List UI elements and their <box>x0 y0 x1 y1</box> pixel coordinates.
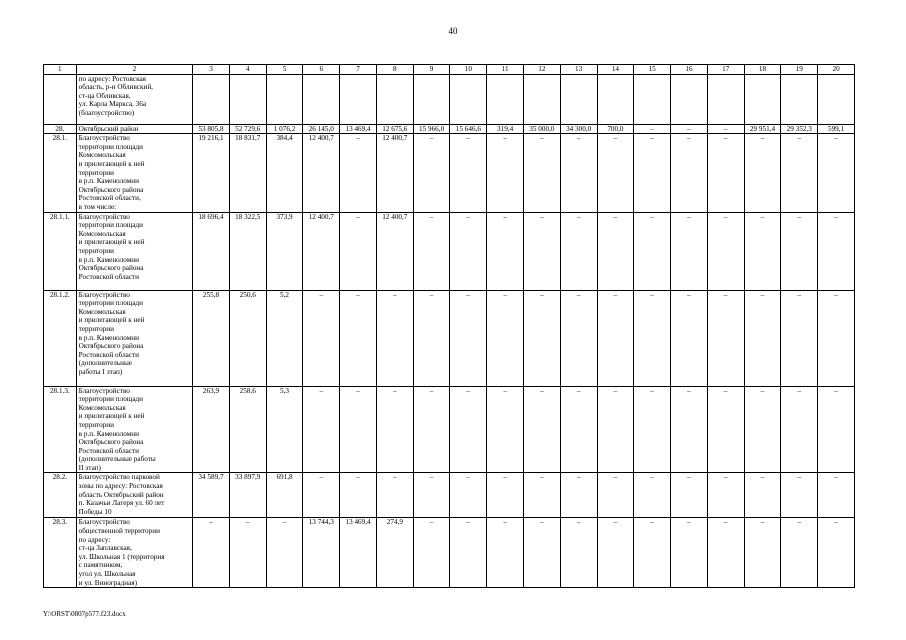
value-cell: 274,9 <box>376 518 413 588</box>
column-number-header: 5 <box>266 65 303 75</box>
value-cell: – <box>560 518 597 588</box>
value-cell: 1 076,2 <box>266 124 303 134</box>
value-cell: – <box>818 212 855 290</box>
value-cell: 53 805,8 <box>193 124 230 134</box>
value-cell <box>744 74 781 124</box>
column-number-header: 9 <box>413 65 450 75</box>
value-cell: – <box>634 134 671 212</box>
value-cell: – <box>818 290 855 386</box>
column-number-header: 3 <box>193 65 230 75</box>
value-cell: – <box>707 212 744 290</box>
value-cell: – <box>487 518 524 588</box>
value-cell: 33 897,9 <box>229 473 266 518</box>
value-cell: – <box>487 290 524 386</box>
value-cell: – <box>671 124 708 134</box>
value-cell: – <box>413 473 450 518</box>
value-cell: – <box>818 518 855 588</box>
value-cell: 18 696,4 <box>193 212 230 290</box>
value-cell: – <box>597 473 634 518</box>
column-number-header: 15 <box>634 65 671 75</box>
value-cell: – <box>413 212 450 290</box>
value-cell: – <box>597 212 634 290</box>
value-cell: 13 469,4 <box>340 124 377 134</box>
value-cell: – <box>781 386 818 473</box>
value-cell: – <box>340 290 377 386</box>
table-header-row <box>44 65 855 75</box>
value-cell: 19 216,1 <box>193 134 230 212</box>
value-cell: – <box>450 290 487 386</box>
value-cell: 5,2 <box>266 290 303 386</box>
value-cell: – <box>340 473 377 518</box>
value-cell: – <box>818 473 855 518</box>
row-id: 28.1.2. <box>44 290 77 386</box>
value-cell: – <box>707 518 744 588</box>
column-number-header: 1 <box>44 65 77 75</box>
value-cell: – <box>229 518 266 588</box>
table-row <box>44 74 855 124</box>
value-cell: 12 400,7 <box>376 212 413 290</box>
row-id: 28.1.1. <box>44 212 77 290</box>
value-cell <box>340 74 377 124</box>
value-cell: – <box>376 290 413 386</box>
value-cell <box>303 74 340 124</box>
value-cell: – <box>524 386 561 473</box>
column-number-header: 19 <box>781 65 818 75</box>
row-name: Благоустройство парковой зоны по адресу: Ростовская область Октябрьский район п. Казачьи Лагеря ул. 60 лет Победы 10 <box>76 473 192 518</box>
value-cell: – <box>413 290 450 386</box>
value-cell <box>450 74 487 124</box>
value-cell: 12 400,7 <box>376 134 413 212</box>
value-cell <box>524 74 561 124</box>
value-cell: 12 400,7 <box>303 134 340 212</box>
value-cell: – <box>450 386 487 473</box>
value-cell <box>413 74 450 124</box>
value-cell: – <box>671 518 708 588</box>
value-cell <box>818 74 855 124</box>
value-cell: – <box>524 518 561 588</box>
value-cell: – <box>707 124 744 134</box>
value-cell: – <box>266 518 303 588</box>
value-cell: 5,3 <box>266 386 303 473</box>
column-number-header: 20 <box>818 65 855 75</box>
value-cell: – <box>744 473 781 518</box>
value-cell: 263,9 <box>193 386 230 473</box>
value-cell <box>266 74 303 124</box>
value-cell: – <box>744 134 781 212</box>
row-id: 28.3. <box>44 518 77 588</box>
value-cell: – <box>634 124 671 134</box>
value-cell: 12 400,7 <box>303 212 340 290</box>
column-number-header: 18 <box>744 65 781 75</box>
value-cell: 384,4 <box>266 134 303 212</box>
value-cell: – <box>744 518 781 588</box>
value-cell <box>671 74 708 124</box>
column-number-header: 2 <box>76 65 192 75</box>
value-cell <box>229 74 266 124</box>
value-cell: – <box>487 134 524 212</box>
value-cell: – <box>707 134 744 212</box>
value-cell: – <box>818 386 855 473</box>
column-number-header: 16 <box>671 65 708 75</box>
value-cell: 15 646,6 <box>450 124 487 134</box>
value-cell: – <box>450 473 487 518</box>
value-cell: – <box>597 518 634 588</box>
value-cell: – <box>193 518 230 588</box>
row-id: 28.1. <box>44 134 77 212</box>
value-cell: 26 145,0 <box>303 124 340 134</box>
row-id <box>44 74 77 124</box>
value-cell: – <box>303 386 340 473</box>
value-cell <box>597 74 634 124</box>
row-name: Благоустройство территории площади Комсомольская и прилегающей к ней территории в р.п. Каменоломни Октябрьского района Ростовской области (дополнительные работы I этап) <box>76 290 192 386</box>
value-cell: 258,6 <box>229 386 266 473</box>
value-cell: – <box>634 518 671 588</box>
column-number-header: 17 <box>707 65 744 75</box>
value-cell: – <box>487 212 524 290</box>
value-cell: – <box>707 473 744 518</box>
value-cell: – <box>744 212 781 290</box>
column-number-header: 12 <box>524 65 561 75</box>
value-cell: – <box>781 290 818 386</box>
value-cell: – <box>524 212 561 290</box>
value-cell: – <box>634 212 671 290</box>
value-cell: – <box>671 290 708 386</box>
value-cell: – <box>524 290 561 386</box>
value-cell: – <box>340 134 377 212</box>
value-cell: 250,6 <box>229 290 266 386</box>
value-cell: 599,1 <box>818 124 855 134</box>
value-cell: – <box>781 473 818 518</box>
value-cell: – <box>560 473 597 518</box>
value-cell: – <box>303 473 340 518</box>
value-cell: – <box>597 386 634 473</box>
value-cell: – <box>818 134 855 212</box>
row-id: 28.1.3. <box>44 386 77 473</box>
column-number-header: 4 <box>229 65 266 75</box>
value-cell: – <box>634 386 671 473</box>
value-cell: – <box>487 473 524 518</box>
column-number-header: 10 <box>450 65 487 75</box>
column-number-header: 11 <box>487 65 524 75</box>
value-cell: – <box>671 134 708 212</box>
value-cell: 319,4 <box>487 124 524 134</box>
value-cell: 34 589,7 <box>193 473 230 518</box>
row-name: Благоустройство общественной территории по адресу: ст-ца Заплавская, ул. Школьная 1 (территория с памятником, угол ул. Школьная и ул. Виноградная) <box>76 518 192 588</box>
value-cell: – <box>560 290 597 386</box>
value-cell <box>193 74 230 124</box>
value-cell <box>487 74 524 124</box>
column-number-header: 6 <box>303 65 340 75</box>
value-cell: – <box>781 212 818 290</box>
value-cell: 52 729,6 <box>229 124 266 134</box>
value-cell: – <box>671 473 708 518</box>
row-name: Благоустройство территории площади Комсомольская и прилегающей к ней территории в р.п. Каменоломни Октябрьского района Ростовской области <box>76 212 192 290</box>
value-cell <box>376 74 413 124</box>
table-row <box>44 518 855 588</box>
value-cell: – <box>413 386 450 473</box>
value-cell: – <box>376 386 413 473</box>
value-cell: 18 322,5 <box>229 212 266 290</box>
value-cell: – <box>450 518 487 588</box>
column-number-header: 13 <box>560 65 597 75</box>
value-cell: 13 744,3 <box>303 518 340 588</box>
row-id: 28. <box>44 124 77 134</box>
value-cell: – <box>781 518 818 588</box>
value-cell: – <box>450 134 487 212</box>
value-cell <box>560 74 597 124</box>
table-row <box>44 290 855 386</box>
value-cell: – <box>413 518 450 588</box>
value-cell: – <box>524 473 561 518</box>
value-cell <box>634 74 671 124</box>
value-cell: 12 675,6 <box>376 124 413 134</box>
value-cell: 29 352,3 <box>781 124 818 134</box>
row-name: по адресу: Ростовская область, р-н Обливский, ст-ца Обливская, ул. Карла Маркса, 36а (благоустройство) <box>76 74 192 124</box>
value-cell: – <box>560 212 597 290</box>
value-cell: – <box>671 212 708 290</box>
value-cell: 29 951,4 <box>744 124 781 134</box>
row-name: Благоустройство территории площади Комсомольская и прилегающей к ней территории в р.п. Каменоломни Октябрьского района Ростовской области, в том числе: <box>76 134 192 212</box>
value-cell: – <box>303 290 340 386</box>
table-row <box>44 212 855 290</box>
table-row <box>44 386 855 473</box>
value-cell: – <box>597 290 634 386</box>
value-cell: – <box>450 212 487 290</box>
column-number-header: 7 <box>340 65 377 75</box>
value-cell: 691,8 <box>266 473 303 518</box>
value-cell: 255,8 <box>193 290 230 386</box>
value-cell: – <box>597 134 634 212</box>
page-number: 40 <box>448 26 458 36</box>
row-name: Благоустройство территории площади Комсомольская и прилегающей к ней территории в р.п. Каменоломни Октябрьского района Ростовской области (дополнительные работы II этап) <box>76 386 192 473</box>
row-id: 28.2. <box>44 473 77 518</box>
value-cell <box>781 74 818 124</box>
table-row <box>44 124 855 134</box>
value-cell: – <box>634 290 671 386</box>
value-cell: – <box>340 386 377 473</box>
value-cell: – <box>781 134 818 212</box>
value-cell: – <box>524 134 561 212</box>
value-cell: – <box>707 290 744 386</box>
value-cell: – <box>744 386 781 473</box>
footer-file-path: Y:\ORST\0807p577.f23.docx <box>43 610 126 618</box>
value-cell: 373,9 <box>266 212 303 290</box>
value-cell: – <box>671 386 708 473</box>
value-cell: 34 300,0 <box>560 124 597 134</box>
value-cell <box>707 74 744 124</box>
value-cell: – <box>376 473 413 518</box>
value-cell: 35 000,0 <box>524 124 561 134</box>
value-cell: 18 831,7 <box>229 134 266 212</box>
row-name: Октябрьский район <box>76 124 192 134</box>
data-table <box>43 64 855 588</box>
value-cell: – <box>413 134 450 212</box>
value-cell: 15 966,0 <box>413 124 450 134</box>
value-cell: 13 469,4 <box>340 518 377 588</box>
value-cell: – <box>560 386 597 473</box>
table-row <box>44 134 855 212</box>
value-cell: – <box>707 386 744 473</box>
value-cell: – <box>560 134 597 212</box>
value-cell: 700,0 <box>597 124 634 134</box>
value-cell: – <box>487 386 524 473</box>
column-number-header: 14 <box>597 65 634 75</box>
value-cell: – <box>340 212 377 290</box>
value-cell: – <box>634 473 671 518</box>
table-row <box>44 473 855 518</box>
column-number-header: 8 <box>376 65 413 75</box>
value-cell: – <box>744 290 781 386</box>
